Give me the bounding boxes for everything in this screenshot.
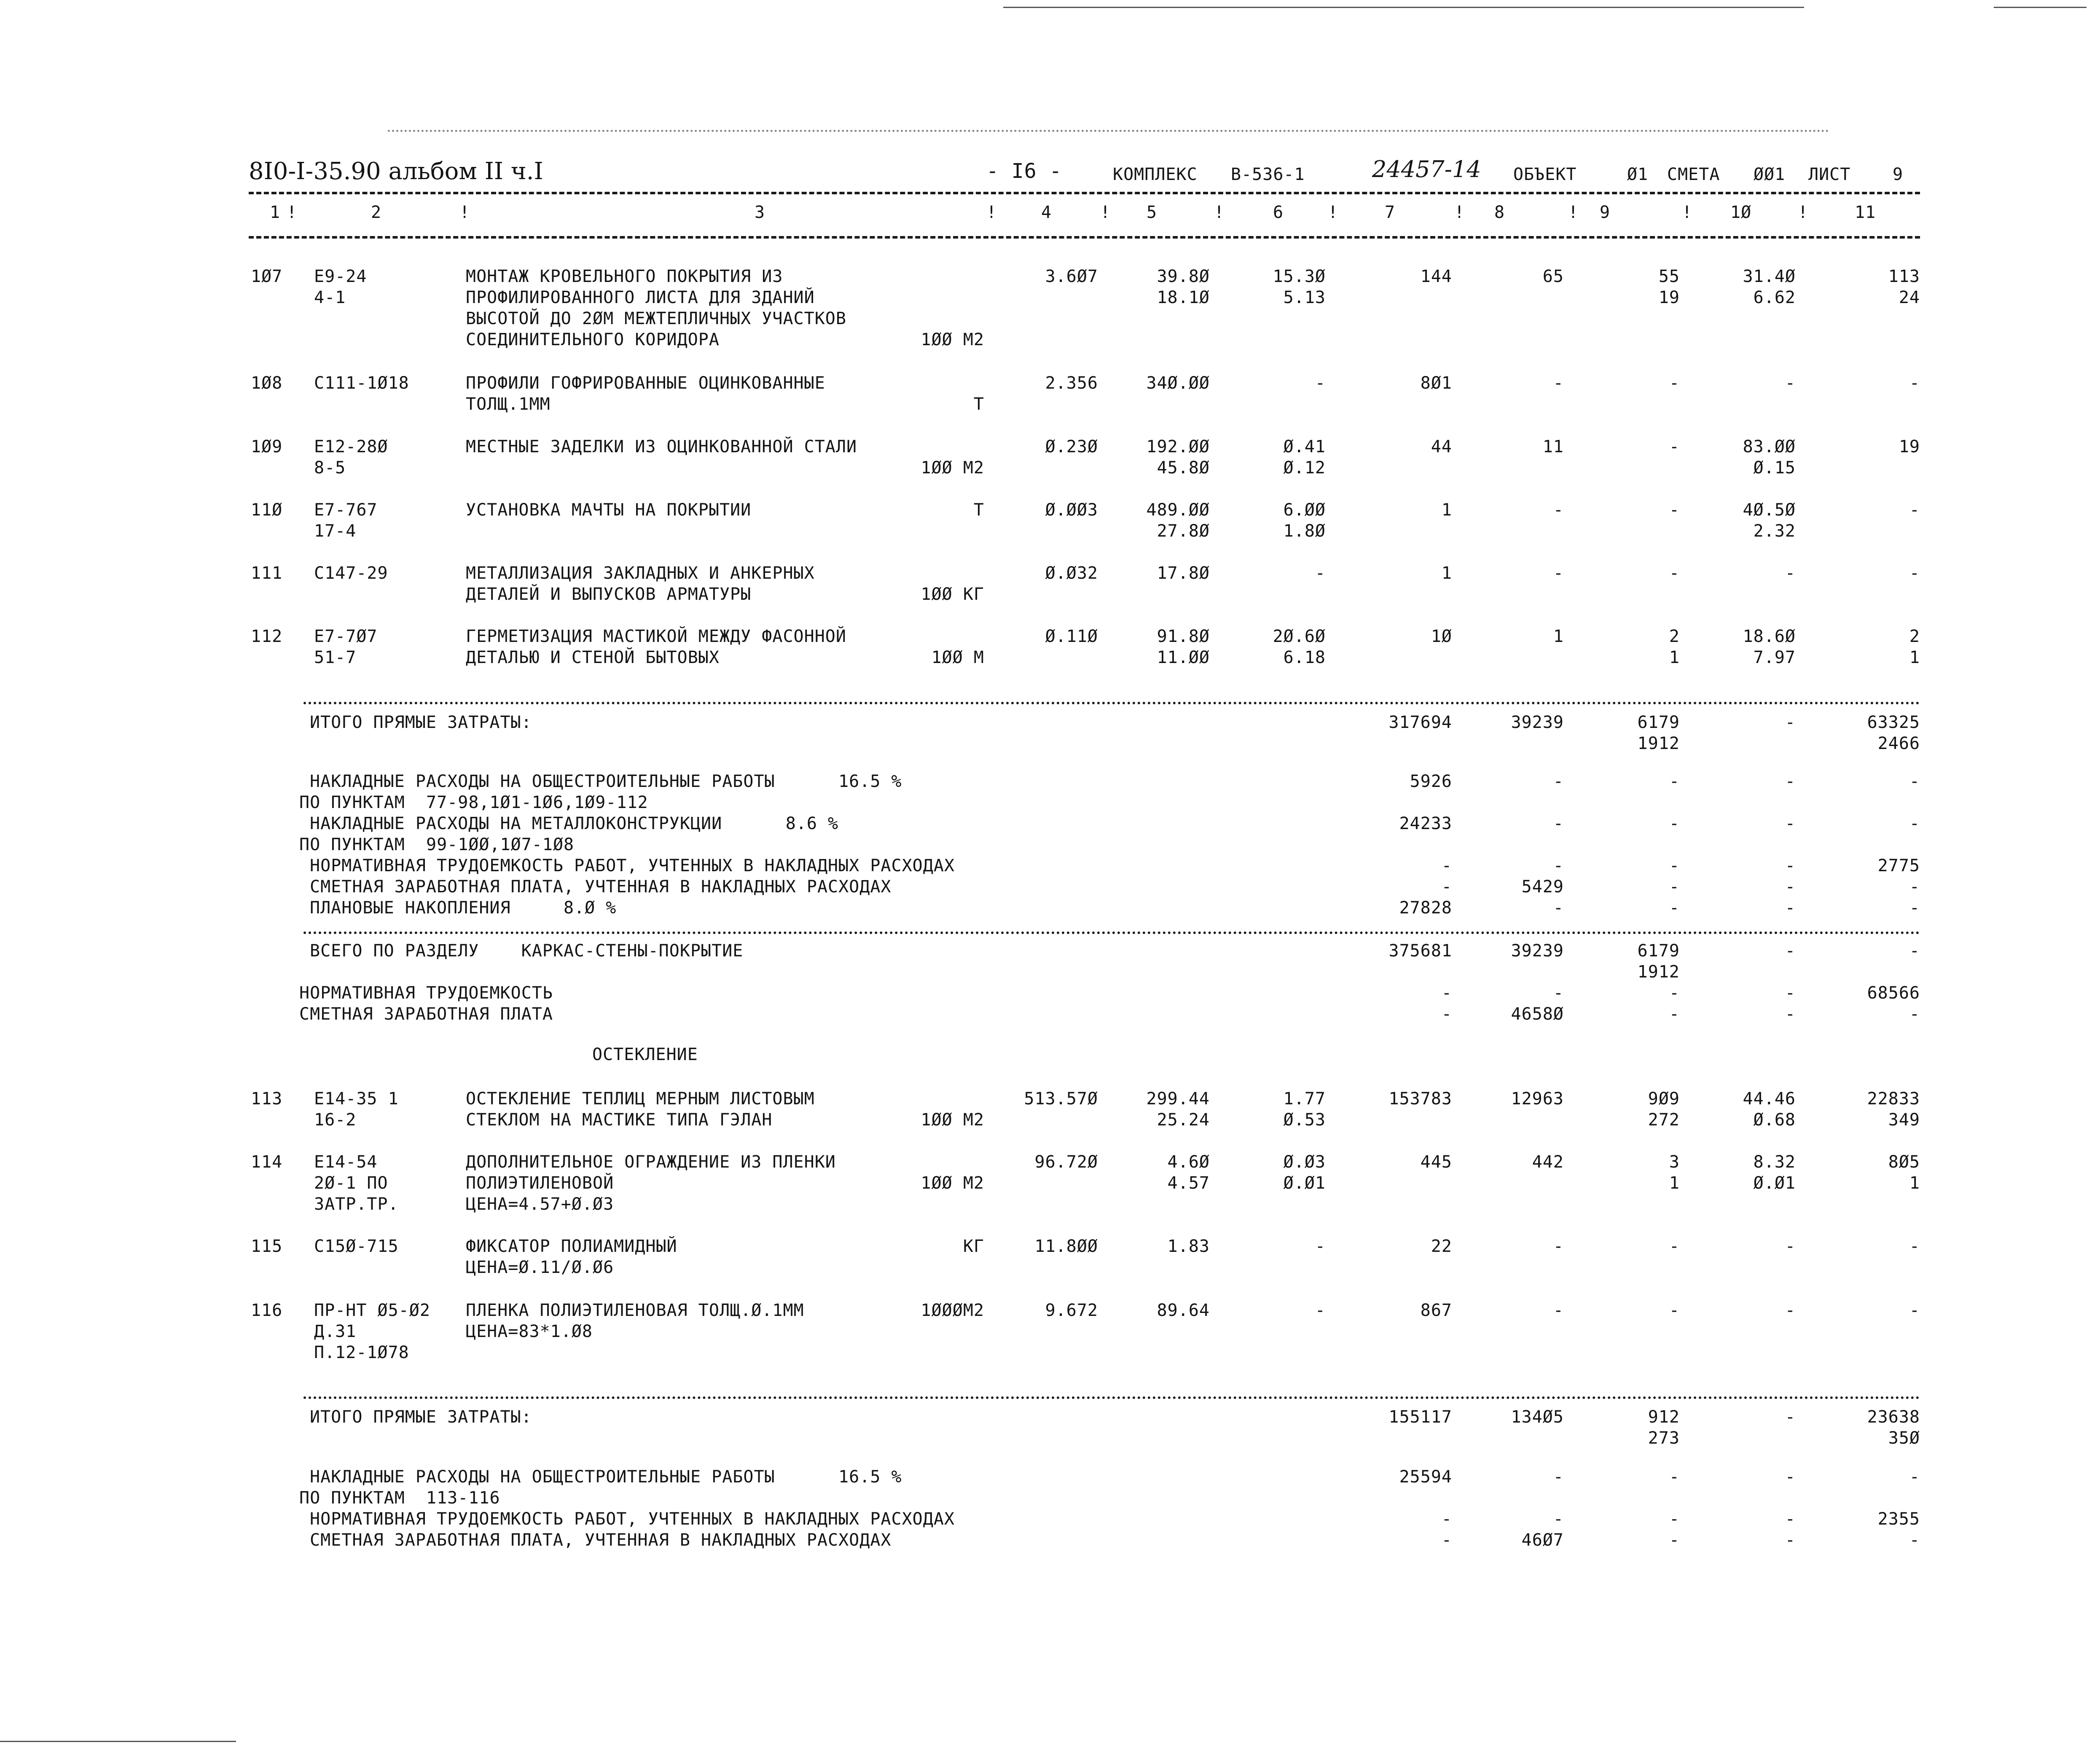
overhead-2-c7: 25594 [1399,1467,1452,1487]
item-value-c6: Ø.Ø1 [1283,1173,1326,1193]
item-value-c11: - [1909,1237,1920,1256]
overhead-2-c11: - [1909,1530,1920,1550]
column-number: 1 [270,203,281,222]
section-extra-c8: 4658Ø [1511,1004,1564,1024]
item-value-c9: 1 [1669,648,1680,667]
item-unit: КГ [963,1237,984,1256]
column-separator: ! [1454,203,1465,222]
overhead-2-c8: 46Ø7 [1521,1530,1564,1550]
direct-costs-total-2-c11: 35Ø [1888,1428,1920,1448]
overhead-2-c10: - [1785,1509,1796,1529]
item-value-c7: 1 [1441,500,1452,520]
item-description: СОЕДИНИТЕЛЬНОГО КОРИДОРА [466,330,720,349]
item-description: ТОЛЩ.1ММ [466,395,551,414]
item-value-c6: 5.13 [1283,288,1326,307]
item-code: 8-5 [314,458,346,478]
direct-costs-total-c11: 2466 [1877,734,1920,753]
item-number: 115 [251,1237,283,1256]
item-value-c7: 867 [1420,1301,1452,1320]
item-unit: 1ØØ М2 [921,1110,984,1130]
direct-costs-total-c7: 317694 [1388,713,1452,732]
overhead-2-c8: - [1553,1509,1564,1529]
overhead-c9: - [1669,814,1680,833]
section-total-c7: 375681 [1388,941,1452,961]
item-code: 51-7 [314,648,357,667]
direct-costs-total-2-c8: 134Ø5 [1511,1407,1564,1427]
item-value-c10: 4Ø.5Ø [1743,500,1796,520]
item-number: 116 [251,1301,283,1320]
item-value-c7: 153783 [1388,1089,1452,1109]
overhead-text: НАКЛАДНЫЕ РАСХОДЫ НА МЕТАЛЛОКОНСТРУКЦИИ 8.6 % [310,814,839,833]
overhead-c8: 5429 [1521,877,1564,897]
item-value-c9: 3 [1669,1152,1680,1172]
item-quantity: Ø.ØØ3 [1045,500,1098,520]
item-description: ГЕРМЕТИЗАЦИЯ МАСТИКОЙ МЕЖДУ ФАСОННОЙ [466,627,846,646]
item-code: С147-29 [314,564,388,583]
direct-costs-total-2-c9: 273 [1648,1428,1680,1448]
item-value-c10: 18.6Ø [1743,627,1796,646]
item-code: ПР-НТ Ø5-Ø2 [314,1301,430,1320]
item-value-c6: 2Ø.6Ø [1273,627,1326,646]
item-value-c11: 349 [1888,1110,1920,1130]
direct-costs-total-2-c11: 23638 [1867,1407,1920,1427]
item-number: 1Ø7 [251,267,283,286]
item-description: ВЫСОТОЙ ДО 2ØМ МЕЖТЕПЛИЧНЫХ УЧАСТКОВ [466,309,846,328]
overhead-c9: - [1669,877,1680,897]
item-code: Е14-54 [314,1152,378,1172]
item-quantity: 11.8ØØ [1034,1237,1098,1256]
item-value-c6: - [1315,1301,1326,1320]
item-code: 4-1 [314,288,346,307]
item-number: 11Ø [251,500,283,520]
item-value-c11: 1 [1909,648,1920,667]
item-unit: Т [973,500,984,520]
item-value-c9: - [1669,373,1680,393]
item-unit: 1ØØ М2 [921,458,984,478]
item-description: ПЛЕНКА ПОЛИЭТИЛЕНОВАЯ ТОЛЩ.Ø.1ММ [466,1301,804,1320]
item-quantity: 9.672 [1045,1301,1098,1320]
item-value-c5: 489.ØØ [1146,500,1210,520]
column-number: 1Ø [1730,203,1752,222]
item-description: ПОЛИЭТИЛЕНОВОЙ [466,1173,614,1193]
section-extra-c9: - [1669,983,1680,1003]
direct-costs-total-c10: - [1785,713,1796,732]
item-value-c6: Ø.41 [1283,437,1326,456]
item-description: ОСТЕКЛЕНИЕ ТЕПЛИЦ МЕРНЫМ ЛИСТОВЫМ [466,1089,815,1109]
item-quantity: 3.6Ø7 [1045,267,1098,286]
item-unit: Т [973,395,984,414]
column-number: 3 [755,203,765,222]
overhead-c11: - [1909,898,1920,918]
item-description: ПРОФИЛИ ГОФРИРОВАННЫЕ ОЦИНКОВАННЫЕ [466,373,825,393]
direct-costs-total-2-c10: - [1785,1407,1796,1427]
overhead-c8: - [1553,856,1564,875]
overhead-c11: - [1909,814,1920,833]
section-extra-c11: - [1909,1004,1920,1024]
section-extra-c8: - [1553,983,1564,1003]
column-number: 11 [1855,203,1876,222]
item-code: 17-4 [314,521,357,541]
section-total-c9: 6179 [1637,941,1680,961]
item-value-c8: - [1553,500,1564,520]
item-value-c10: 6.62 [1753,288,1796,307]
header-rule [249,236,1920,239]
overhead-c10: - [1785,856,1796,875]
direct-costs-total-c9: 1912 [1637,734,1680,753]
column-separator: ! [1568,203,1579,222]
column-separator: ! [1798,203,1809,222]
item-value-c9: 55 [1658,267,1680,286]
overhead-text: СМЕТНАЯ ЗАРАБОТНАЯ ПЛАТА, УЧТЕННАЯ В НАКЛАДНЫХ РАСХОДАХ [310,877,892,897]
overhead-c8: - [1553,772,1564,791]
column-number: 2 [371,203,382,222]
item-code: С15Ø-715 [314,1237,399,1256]
overhead-text: НОРМАТИВНАЯ ТРУДОЕМКОСТЬ РАБОТ, УЧТЕННЫХ В НАКЛАДНЫХ РАСХОДАХ [310,856,955,875]
header-rule [249,192,1920,194]
item-quantity: Ø.Ø32 [1045,564,1098,583]
item-value-c11: 2 [1909,627,1920,646]
overhead-2-c11: 2355 [1877,1509,1920,1529]
item-value-c9: 9Ø9 [1648,1089,1680,1109]
item-value-c8: 65 [1542,267,1564,286]
item-value-c6: 1.77 [1283,1089,1326,1109]
item-value-c6: Ø.Ø3 [1283,1152,1326,1172]
page-number: - I6 - [986,159,1062,183]
column-separator: ! [1214,203,1225,222]
item-value-c5: 11.ØØ [1157,648,1210,667]
scan-mark [1994,7,2087,8]
subtotal-rule [303,932,1920,934]
overhead-2-c7: - [1441,1530,1452,1550]
item-description: ДЕТАЛЕЙ И ВЫПУСКОВ АРМАТУРЫ [466,585,752,604]
item-value-c7: 1 [1441,564,1452,583]
smeta-label: СМЕТА [1667,165,1720,184]
item-value-c11: - [1909,1301,1920,1320]
section-extra-text: СМЕТНАЯ ЗАРАБОТНАЯ ПЛАТА [299,1004,553,1024]
item-value-c10: - [1785,1301,1796,1320]
overhead-2-c9: - [1669,1467,1680,1487]
item-quantity: 2.356 [1045,373,1098,393]
item-value-c10: - [1785,564,1796,583]
item-code: Е12-28Ø [314,437,388,456]
overhead-c10: - [1785,877,1796,897]
overhead-text: ПО ПУНКТАМ 99-1ØØ,1Ø7-1Ø8 [299,835,575,854]
complex-code: В-536-1 [1231,165,1305,184]
item-value-c5: 4.6Ø [1167,1152,1210,1172]
column-separator: ! [1100,203,1111,222]
item-value-c6: 1.8Ø [1283,521,1326,541]
overhead-c9: - [1669,856,1680,875]
overhead-c8: - [1553,814,1564,833]
section-total-label: ВСЕГО ПО РАЗДЕЛУ КАРКАС-СТЕНЫ-ПОКРЫТИЕ [310,941,744,961]
overhead-c7: 27828 [1399,898,1452,918]
overhead-2-c9: - [1669,1509,1680,1529]
section-extra-c10: - [1785,1004,1796,1024]
column-number: 8 [1494,203,1505,222]
item-value-c11: 19 [1899,437,1920,456]
scan-mark [0,1741,236,1742]
section-title: ОСТЕКЛЕНИЕ [592,1045,698,1064]
item-value-c5: 299.44 [1146,1089,1210,1109]
item-value-c7: 144 [1420,267,1452,286]
item-value-c8: - [1553,1237,1564,1256]
item-number: 112 [251,627,283,646]
album-title: 8I0-I-35.90 альбом II ч.I [249,158,543,185]
item-number: 111 [251,564,283,583]
item-unit: 1ØØ М [931,648,984,667]
overhead-text: ПО ПУНКТАМ 77-98,1Ø1-1Ø6,1Ø9-112 [299,793,648,812]
item-value-c11: - [1909,500,1920,520]
item-value-c6: - [1315,1237,1326,1256]
item-value-c9: - [1669,437,1680,456]
item-value-c5: 89.64 [1157,1301,1210,1320]
overhead-c10: - [1785,814,1796,833]
section-extra-c11: 68566 [1867,983,1920,1003]
item-quantity: 96.72Ø [1034,1152,1098,1172]
item-value-c5: 1.83 [1167,1237,1210,1256]
item-description: ПРОФИЛИРОВАННОГО ЛИСТА ДЛЯ ЗДАНИЙ [466,288,815,307]
item-value-c9: 19 [1658,288,1680,307]
overhead-text: ПЛАНОВЫЕ НАКОПЛЕНИЯ 8.Ø % [310,898,617,918]
column-separator: ! [287,203,298,222]
item-value-c7: 1Ø [1431,627,1452,646]
direct-costs-total-c8: 39239 [1511,713,1564,732]
column-number: 5 [1147,203,1157,222]
sheet-number: 9 [1893,165,1904,184]
overhead-c7: - [1441,856,1452,875]
item-value-c11: 22833 [1867,1089,1920,1109]
overhead-c9: - [1669,898,1680,918]
item-value-c5: 192.ØØ [1146,437,1210,456]
overhead-2-c9: - [1669,1530,1680,1550]
item-value-c6: - [1315,373,1326,393]
item-quantity: Ø.11Ø [1045,627,1098,646]
overhead-c9: - [1669,772,1680,791]
direct-costs-total-2-c7: 155117 [1388,1407,1452,1427]
item-code: 2Ø-1 ПО [314,1173,388,1193]
item-value-c8: 442 [1532,1152,1564,1172]
item-value-c7: 445 [1420,1152,1452,1172]
section-extra-text: НОРМАТИВНАЯ ТРУДОЕМКОСТЬ [299,983,553,1003]
item-value-c9: 1 [1669,1173,1680,1193]
item-description: ЦЕНА=Ø.11/Ø.Ø6 [466,1258,614,1277]
sheet-label: ЛИСТ [1808,165,1851,184]
item-unit: 1ØØØМ2 [921,1301,984,1320]
section-total-c10: - [1785,941,1796,961]
item-value-c10: Ø.68 [1753,1110,1796,1130]
item-value-c7: 8Ø1 [1420,373,1452,393]
overhead-c10: - [1785,898,1796,918]
handwritten-number: 24457-14 [1372,156,1481,183]
overhead-c7: - [1441,877,1452,897]
overhead-2-text: СМЕТНАЯ ЗАРАБОТНАЯ ПЛАТА, УЧТЕННАЯ В НАКЛАДНЫХ РАСХОДАХ [310,1530,892,1550]
direct-costs-total-label: ИТОГО ПРЯМЫЕ ЗАТРАТЫ: [310,713,532,732]
overhead-2-c10: - [1785,1467,1796,1487]
item-value-c11: - [1909,373,1920,393]
item-value-c6: - [1315,564,1326,583]
item-value-c8: 12963 [1511,1089,1564,1109]
item-description: МОНТАЖ КРОВЕЛЬНОГО ПОКРЫТИЯ ИЗ [466,267,783,286]
item-code: Е14-35 1 [314,1089,399,1109]
item-value-c10: - [1785,1237,1796,1256]
overhead-c10: - [1785,772,1796,791]
item-value-c9: - [1669,564,1680,583]
column-separator: ! [1682,203,1693,222]
item-value-c10: 44.46 [1743,1089,1796,1109]
item-code: ЗАТР.ТР. [314,1195,399,1214]
section-total-c11: - [1909,941,1920,961]
item-value-c8: - [1553,1301,1564,1320]
item-code: Д.31 [314,1322,357,1341]
item-description: УСТАНОВКА МАЧТЫ НА ПОКРЫТИИ [466,500,752,520]
overhead-c11: 2775 [1877,856,1920,875]
overhead-2-text: НАКЛАДНЫЕ РАСХОДЫ НА ОБЩЕСТРОИТЕЛЬНЫЕ РАБОТЫ 16.5 % [310,1467,902,1487]
column-separator: ! [986,203,997,222]
item-number: 113 [251,1089,283,1109]
item-value-c10: 83.ØØ [1743,437,1796,456]
item-value-c8: - [1553,564,1564,583]
item-description: ЦЕНА=4.57+Ø.Ø3 [466,1195,614,1214]
section-total-c9: 1912 [1637,962,1680,982]
item-value-c11: - [1909,564,1920,583]
item-value-c8: - [1553,373,1564,393]
item-unit: 1ØØ М2 [921,1173,984,1193]
item-code: 16-2 [314,1110,357,1130]
item-value-c6: 6.ØØ [1283,500,1326,520]
overhead-2-text: ПО ПУНКТАМ 113-116 [299,1488,500,1508]
item-value-c11: 113 [1888,267,1920,286]
item-value-c5: 39.8Ø [1157,267,1210,286]
direct-costs-total-c11: 63325 [1867,713,1920,732]
item-value-c10: - [1785,373,1796,393]
direct-costs-total-2-label: ИТОГО ПРЯМЫЕ ЗАТРАТЫ: [310,1407,532,1427]
item-value-c6: Ø.53 [1283,1110,1326,1130]
item-code: Е7-767 [314,500,378,520]
overhead-text: НАКЛАДНЫЕ РАСХОДЫ НА ОБЩЕСТРОИТЕЛЬНЫЕ РАБОТЫ 16.5 % [310,772,902,791]
item-description: СТЕКЛОМ НА МАСТИКЕ ТИПА ГЭЛАН [466,1110,773,1130]
item-value-c5: 4.57 [1167,1173,1210,1193]
item-value-c9: - [1669,1301,1680,1320]
object-label: ОБЪЕКТ [1513,165,1577,184]
column-separator: ! [459,203,470,222]
item-value-c11: 8Ø5 [1888,1152,1920,1172]
item-value-c5: 91.8Ø [1157,627,1210,646]
item-value-c8: 1 [1553,627,1564,646]
direct-costs-total-2-c9: 912 [1648,1407,1680,1427]
column-number: 6 [1273,203,1284,222]
item-code: П.12-1Ø78 [314,1343,409,1362]
column-number: 7 [1385,203,1396,222]
section-extra-c9: - [1669,1004,1680,1024]
item-number: 1Ø8 [251,373,283,393]
subtotal-rule [303,702,1920,704]
item-description: ДОПОЛНИТЕЛЬНОЕ ОГРАЖДЕНИЕ ИЗ ПЛЕНКИ [466,1152,836,1172]
item-value-c6: 15.3Ø [1273,267,1326,286]
item-unit: 1ØØ КГ [921,585,984,604]
section-extra-c7: - [1441,983,1452,1003]
item-description: МЕТАЛЛИЗАЦИЯ ЗАКЛАДНЫХ И АНКЕРНЫХ [466,564,815,583]
section-total-c8: 39239 [1511,941,1564,961]
item-value-c10: 2.32 [1753,521,1796,541]
item-value-c10: 7.97 [1753,648,1796,667]
section-extra-c7: - [1441,1004,1452,1024]
object-number: Ø1 [1627,165,1649,184]
item-value-c10: 8.32 [1753,1152,1796,1172]
item-value-c9: - [1669,1237,1680,1256]
overhead-2-c10: - [1785,1530,1796,1550]
item-value-c5: 34Ø.ØØ [1146,373,1210,393]
item-value-c10: Ø.15 [1753,458,1796,478]
item-value-c6: 6.18 [1283,648,1326,667]
item-description: МЕСТНЫЕ ЗАДЕЛКИ ИЗ ОЦИНКОВАННОЙ СТАЛИ [466,437,857,456]
item-value-c6: Ø.12 [1283,458,1326,478]
overhead-2-c8: - [1553,1467,1564,1487]
item-quantity: Ø.23Ø [1045,437,1098,456]
overhead-c8: - [1553,898,1564,918]
item-value-c9: 2 [1669,627,1680,646]
item-value-c5: 25.24 [1157,1110,1210,1130]
item-value-c8: 11 [1542,437,1564,456]
item-value-c10: Ø.Ø1 [1753,1173,1796,1193]
overhead-2-text: НОРМАТИВНАЯ ТРУДОЕМКОСТЬ РАБОТ, УЧТЕННЫХ В НАКЛАДНЫХ РАСХОДАХ [310,1509,955,1529]
column-number: 9 [1600,203,1611,222]
overhead-2-c7: - [1441,1509,1452,1529]
scan-mark [1003,7,1804,8]
item-value-c10: 31.4Ø [1743,267,1796,286]
direct-costs-total-c9: 6179 [1637,713,1680,732]
item-number: 114 [251,1152,283,1172]
item-value-c9: 272 [1648,1110,1680,1130]
item-value-c5: 18.1Ø [1157,288,1210,307]
item-description: ДЕТАЛЬЮ И СТЕНОЙ БЫТОВЫХ [466,648,720,667]
section-extra-c10: - [1785,983,1796,1003]
item-quantity: 513.57Ø [1024,1089,1098,1109]
item-code: Е7-7Ø7 [314,627,378,646]
item-value-c5: 27.8Ø [1157,521,1210,541]
column-separator: ! [1328,203,1339,222]
item-value-c7: 22 [1431,1237,1452,1256]
item-description: ФИКСАТОР ПОЛИАМИДНЫЙ [466,1237,677,1256]
item-value-c11: 24 [1899,288,1920,307]
overhead-c11: - [1909,877,1920,897]
item-code: С111-1Ø18 [314,373,409,393]
overhead-c11: - [1909,772,1920,791]
complex-label: КОМПЛЕКС [1113,165,1198,184]
smeta-number: ØØ1 [1754,165,1786,184]
item-description: ЦЕНА=83*1.Ø8 [466,1322,593,1341]
item-number: 1Ø9 [251,437,283,456]
item-value-c11: 1 [1909,1173,1920,1193]
item-unit: 1ØØ М2 [921,330,984,349]
item-value-c5: 17.8Ø [1157,564,1210,583]
column-number: 4 [1041,203,1052,222]
item-value-c9: - [1669,500,1680,520]
item-code: Е9-24 [314,267,367,286]
item-value-c7: 44 [1431,437,1452,456]
subtotal-rule [303,1396,1920,1399]
overhead-c7: 5926 [1410,772,1452,791]
overhead-c7: 24233 [1399,814,1452,833]
item-value-c5: 45.8Ø [1157,458,1210,478]
scan-mark [388,130,1829,132]
overhead-2-c11: - [1909,1467,1920,1487]
